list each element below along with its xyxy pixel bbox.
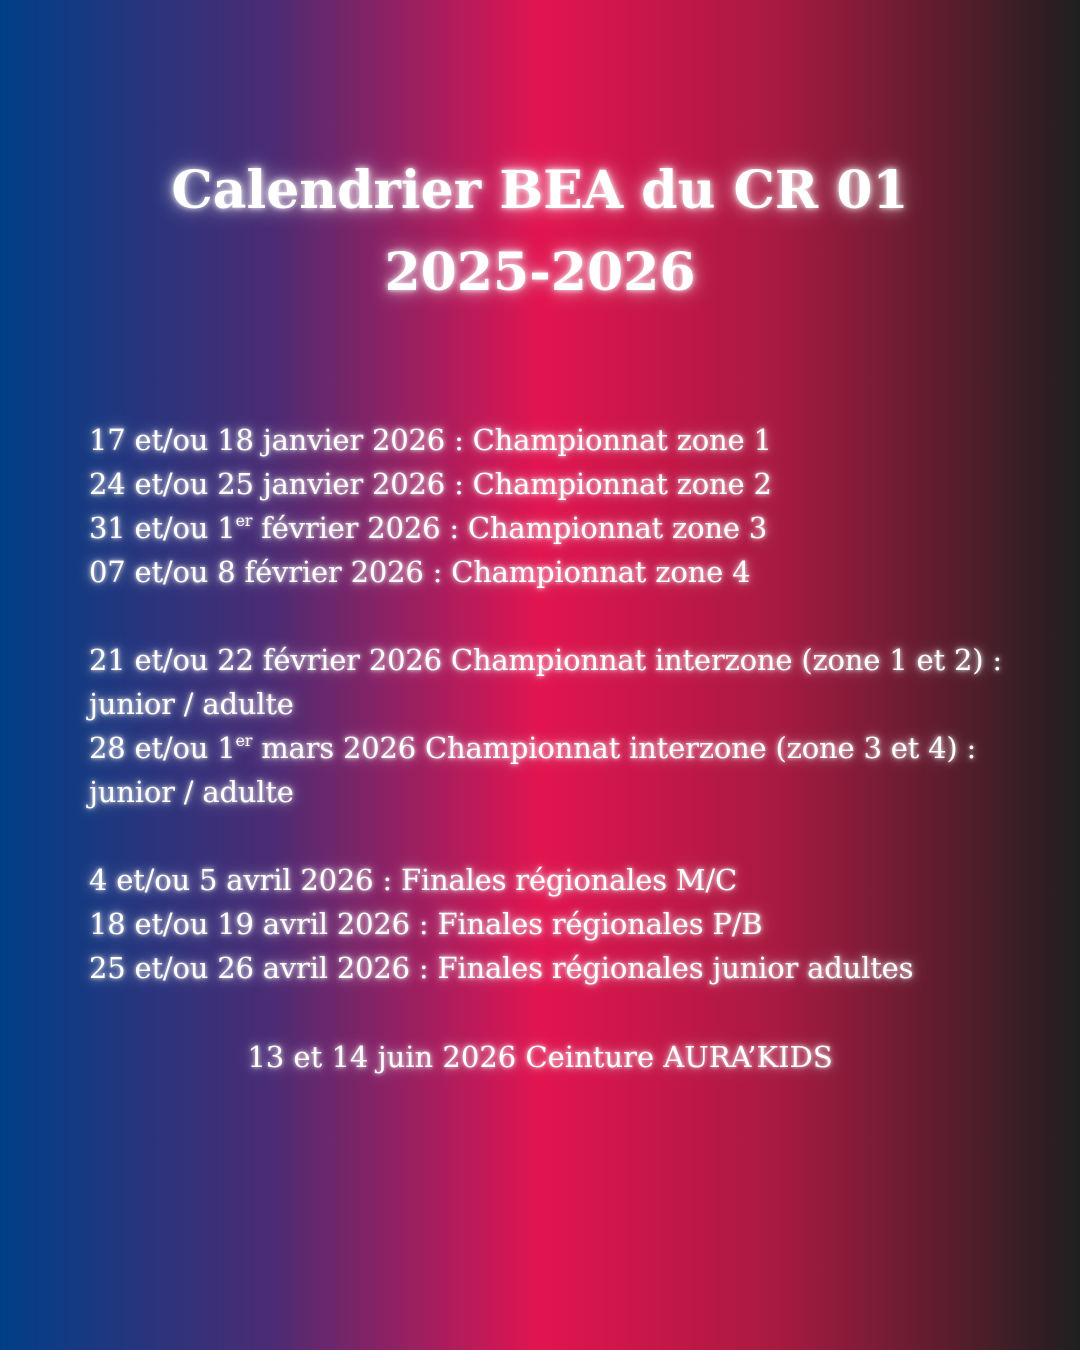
closing-event: 13 et 14 juin 2026 Ceinture AURA’KIDS: [247, 1040, 833, 1074]
schedule-item-final-mc: 4 et/ou 5 avril 2026 : Finales régionales M/C: [89, 863, 737, 897]
schedule-item-zone-3: 31 et/ou 1er février 2026 : Championnat zone 3: [89, 511, 768, 545]
schedule-list: [89, 418, 1009, 990]
schedule-item-interzone-1: 21 et/ou 22 février 2026 Championnat interzone (zone 1 et 2) :: [89, 643, 1002, 677]
schedule-item-interzone-1-category: junior / adulte: [89, 687, 294, 721]
schedule-item-zone-1: 17 et/ou 18 janvier 2026 : Championnat zone 1: [89, 423, 772, 457]
schedule-item-zone-2: 24 et/ou 25 janvier 2026 : Championnat zone 2: [89, 467, 772, 501]
section-spacer: [89, 814, 1009, 858]
schedule-item-final-pb: 18 et/ou 19 avril 2026 : Finales régionales P/B: [89, 907, 763, 941]
schedule-item-zone-4: 07 et/ou 8 février 2026 : Championnat zone 4: [89, 555, 751, 589]
title-line-1: Calendrier BEA du CR 01: [171, 160, 909, 221]
schedule-item-interzone-2: 28 et/ou 1er mars 2026 Championnat interzone (zone 3 et 4) :: [89, 731, 977, 765]
section-spacer: [89, 594, 1009, 638]
schedule-item-interzone-2-category: junior / adulte: [89, 775, 294, 809]
title-line-2: 2025-2026: [384, 242, 696, 303]
schedule-item-final-junior-adultes: 25 et/ou 26 avril 2026 : Finales régionales junior adultes: [89, 951, 914, 985]
page-title: [0, 150, 1080, 314]
